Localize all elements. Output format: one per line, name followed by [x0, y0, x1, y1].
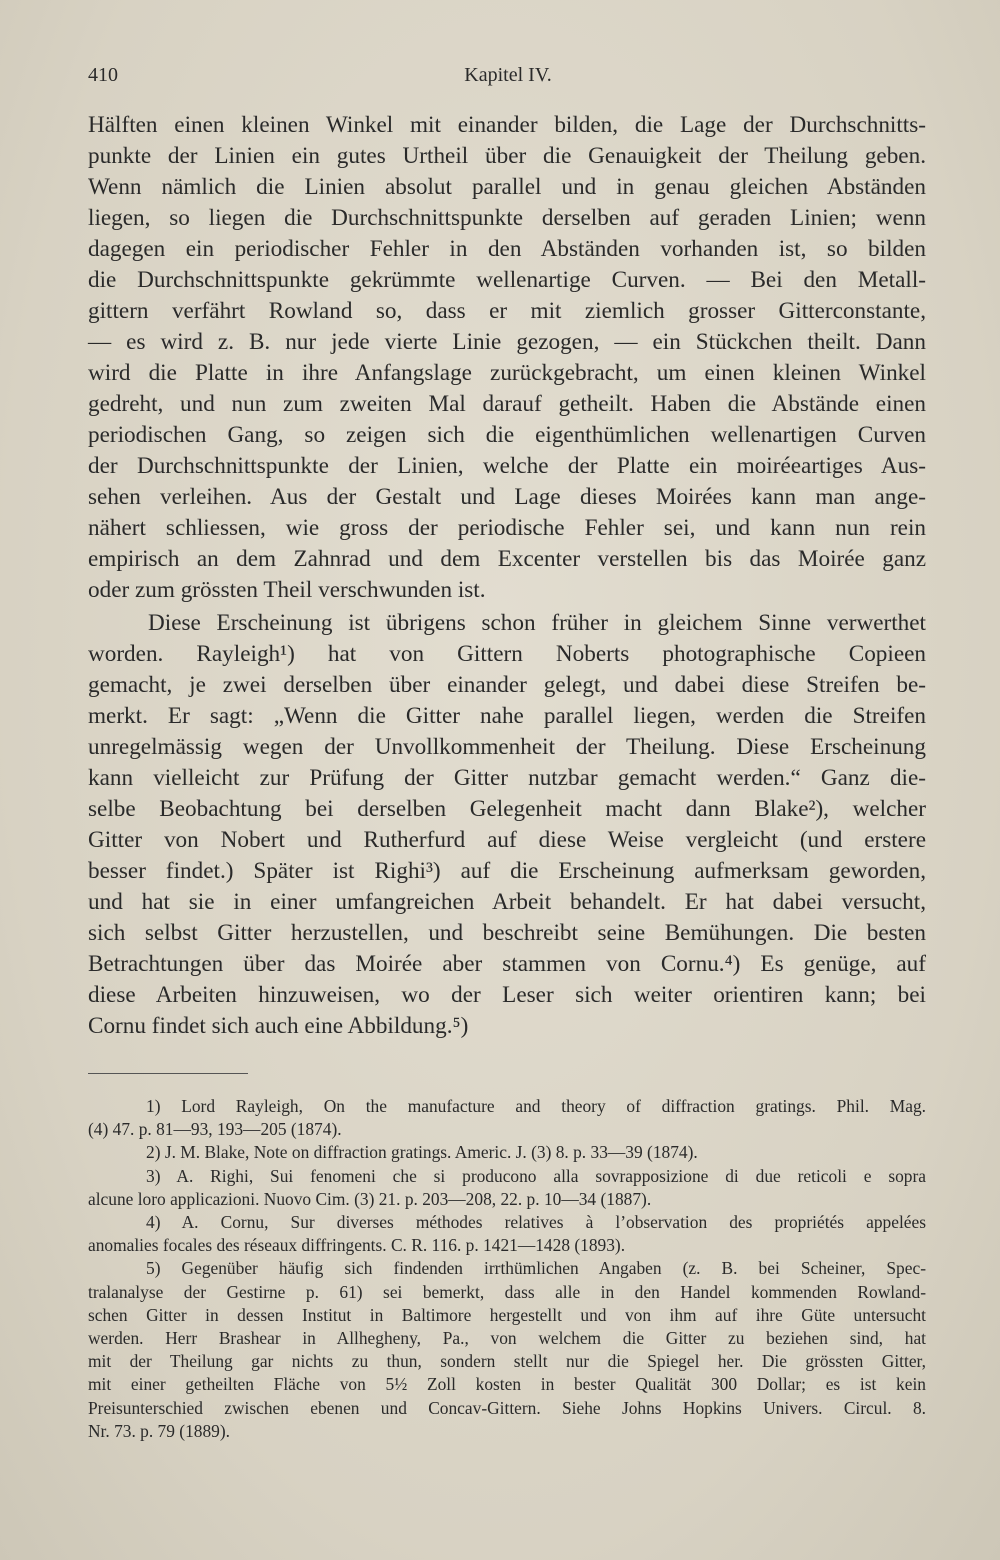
text-line: periodischen Gang, so zeigen sich die eigenthümlichen wellenartigen Curven: [88, 422, 926, 448]
text-line: Diese Erscheinung ist übrigens schon früher in gleichem Sinne verwerthet: [148, 610, 926, 636]
text-line: Betrachtungen über das Moirée aber stammen von Cornu.⁴) Es genüge, auf: [88, 951, 926, 977]
text-line: nähert schliessen, wie gross der periodische Fehler sei, und kann nun rein: [88, 515, 926, 541]
footnote-5: [88, 1257, 926, 1443]
footnote-1: [88, 1095, 926, 1141]
footnote-line: Nr. 73. p. 79 (1889).: [88, 1420, 231, 1441]
footnote-line: 3) A. Righi, Sui fenomeni che si producono alla sovrapposizione di due reticoli e sopra: [146, 1165, 926, 1186]
text-line: kann vielleicht zur Prüfung der Gitter nutzbar gemacht werden.“ Ganz die-: [88, 765, 926, 791]
text-line: dagegen ein periodischer Fehler in den Abständen vorhanden ist, so bilden: [88, 236, 926, 262]
text-line: die Durchschnittspunkte gekrümmte wellenartige Curven. — Bei den Metall-: [88, 267, 926, 293]
text-line: gedreht, und nun zum zweiten Mal darauf getheilt. Haben die Abstände einen: [88, 391, 926, 417]
text-line: besser findet.) Später ist Righi³) auf die Erscheinung aufmerksam geworden,: [88, 858, 926, 884]
footnote-divider: [88, 1073, 248, 1074]
text-line: Gitter von Nobert und Rutherfurd auf diese Weise vergleicht (und erstere: [88, 827, 926, 853]
paragraph-1: [88, 110, 926, 606]
text-line: und hat sie in einer umfangreichen Arbeit behandelt. Er hat dabei versucht,: [88, 889, 926, 915]
main-text: [88, 110, 926, 1042]
footnote-line: werden. Herr Brashear in Allhegheny, Pa., von welchem die Gitter zu beziehen sind, hat: [88, 1328, 926, 1349]
footnote-2: [88, 1141, 926, 1164]
text-line: empirisch an dem Zahnrad und dem Excenter verstellen bis das Moirée ganz: [88, 546, 926, 572]
text-line: unregelmässig wegen der Unvollkommenheit der Theilung. Diese Erscheinung: [88, 734, 926, 760]
page-header: [88, 64, 928, 94]
text-line: worden. Rayleigh¹) hat von Gittern Noberts photographische Copieen: [88, 641, 926, 667]
text-line: Cornu findet sich auch eine Abbildung.⁵): [88, 1013, 469, 1039]
footnote-3: [88, 1165, 926, 1211]
text-line: Wenn nämlich die Linien absolut parallel und in genau gleichen Abständen: [88, 174, 926, 200]
text-line: diese Arbeiten hinzuweisen, wo der Leser sich weiter orientiren kann; bei: [88, 982, 926, 1008]
text-line: merkt. Er sagt: „Wenn die Gitter nahe parallel liegen, werden die Streifen: [88, 703, 926, 729]
footnote-line: anomalies focales des réseaux diffringents. C. R. 116. p. 1421—1428 (1893).: [88, 1235, 626, 1256]
text-line: liegen, so liegen die Durchschnittspunkte derselben auf geraden Linien; wenn: [88, 205, 926, 231]
footnote-line: mit einer getheilten Fläche von 5½ Zoll kosten in bester Qualität 300 Dollar; es ist kein: [88, 1374, 926, 1395]
paragraph-2: [88, 608, 926, 1042]
text-line: wird die Platte in ihre Anfangslage zurückgebracht, um einen kleinen Winkel: [88, 360, 926, 386]
footnote-line: alcune loro applicazioni. Nuovo Cim. (3) 21. p. 203—208, 22. p. 10—34 (1887).: [88, 1188, 652, 1209]
footnote-line: Preisunterschied zwischen ebenen und Concav-Gittern. Siehe Johns Hopkins Univers. Circul. 8.: [88, 1397, 926, 1418]
text-line: sehen verleihen. Aus der Gestalt und Lage dieses Moirées kann man ange-: [88, 484, 926, 510]
footnote-line: 5) Gegenüber häufig sich findenden irrthümlichen Angaben (z. B. bei Scheiner, Spec-: [146, 1258, 926, 1279]
footnotes: [88, 1095, 926, 1443]
page-number: 410: [88, 64, 118, 86]
text-line: oder zum grössten Theil verschwunden ist.: [88, 577, 486, 603]
footnote-line: schen Gitter in dessen Institut in Baltimore hergestellt und von ihm auf ihre Güte untersucht: [88, 1304, 926, 1325]
footnote-4: [88, 1211, 926, 1257]
text-line: gemacht, je zwei derselben über einander gelegt, und dabei diese Streifen be-: [88, 672, 926, 698]
footnote-line: tralanalyse der Gestirne p. 61) sei bemerkt, dass alle in den Handel kommenden Rowland-: [88, 1281, 926, 1302]
text-line: sich selbst Gitter herzustellen, und beschreibt seine Bemühungen. Die besten: [88, 920, 926, 946]
text-line: selbe Beobachtung bei derselben Gelegenheit macht dann Blake²), welcher: [88, 796, 926, 822]
footnote-line: mit der Theilung gar nichts zu thun, sondern stellt nur die Spiegel her. Die grössten Gitter,: [88, 1351, 926, 1372]
footnote-line: 2) J. M. Blake, Note on diffraction gratings. Americ. J. (3) 8. p. 33—39 (1874).: [146, 1142, 698, 1163]
text-line: — es wird z. B. nur jede vierte Linie gezogen, — ein Stückchen theilt. Dann: [88, 329, 926, 355]
footnote-line: 1) Lord Rayleigh, On the manufacture and theory of diffraction gratings. Phil. Mag.: [146, 1096, 926, 1116]
text-line: Hälften einen kleinen Winkel mit einander bilden, die Lage der Durchschnitts-: [88, 112, 926, 138]
text-line: punkte der Linien ein gutes Urtheil über die Genauigkeit der Theilung geben.: [88, 143, 926, 169]
footnote-line: (4) 47. p. 81—93, 193—205 (1874).: [88, 1119, 342, 1140]
running-head: Kapitel IV.: [464, 64, 552, 86]
footnote-line: 4) A. Cornu, Sur diverses méthodes relatives à l’observation des propriétés appelées: [146, 1212, 926, 1233]
text-line: gittern verfährt Rowland so, dass er mit ziemlich grosser Gitterconstante,: [88, 298, 926, 324]
text-line: der Durchschnittspunkte der Linien, welche der Platte ein moiréeartiges Aus-: [88, 453, 926, 479]
